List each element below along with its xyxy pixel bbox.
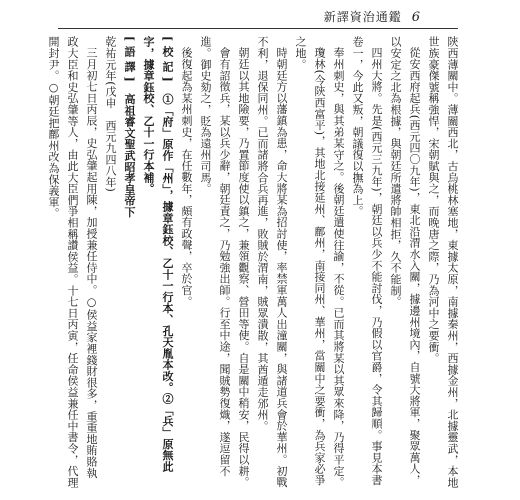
book-title: 新譯資治通鑑 xyxy=(323,10,402,24)
paragraph: 從安西府起兵(西元四〇九年)，東北沿渭水入關，據邊州境內，自號大將軍，聚眾萬人，以安定之北為根據，與朝廷所遣將帥相拒，久不能制。 xyxy=(389,36,421,486)
collation-notes: [ 校 記 ] ①「府」原作「州」，據章鈺校、乙十一行本、孔天胤本改。②「兵」原無此字，據章鈺校、乙十一行本補。 xyxy=(142,36,174,472)
paragraph: 會有詔徵兵，某以兵少辭，朝廷責之，乃勉強出師。行至中途，聞賊勢復熾，遂逗留不進。御史劾之，貶為遠州司馬。 xyxy=(199,36,231,477)
paragraph: 瓊林(今陝西富平)，其地北接延州、鄜州，南接同州、華州，當關中之要衝，為兵家必爭之地。 xyxy=(294,36,326,486)
paragraph: 後復起為某州刺史，在任數年，頗有政聲，卒於官。 xyxy=(180,47,193,307)
paragraph: 時朝廷方以藩鎮為患，命大將某為招討使，率禁軍萬人出潼關，與諸道兵會於華州。初戰不利，退保同州。已而諸將合兵再進，敗賊於渭南，賊眾潰散，其酋遁走邠州。 xyxy=(256,36,288,488)
paragraph: 四州大將。先是(西元三九年)，朝廷以兵少不能討伐，乃假以官爵，令其歸順。事見本書卷一，今此又叛，朝議復以撫為上。 xyxy=(351,36,383,486)
era-heading: 乾祐元年(戊申 西元九四八年) xyxy=(104,36,117,193)
paragraph: 朝廷以其地險要，乃置節度使以鎮之，兼領觀察、營田等使。自是關中稍安，民得以耕。 xyxy=(237,47,250,488)
paragraph: 奉州刺史，與其弟某守之。後朝廷遣使往諭，不從。已而其將某以其眾來降，乃得平定。 xyxy=(332,47,345,488)
header-rule xyxy=(58,28,458,29)
paragraph: 陝西薄關中。薄關西北，古烏桃林塞地，東據太原，南據秦州，西據金州，北據靈武，本地世族豪傑號稱強悍，宋朝賦與之，而晚唐之際，乃為河中之要衝。 xyxy=(427,36,459,488)
page-number: 6 xyxy=(411,10,420,25)
paragraph: 三月初七日丙辰，史弘肇起用陳，加授兼任侍中。○侯益家裡錢財很多，重重地賄賂執政大臣和史弘肇等人，由此大臣們爭相稱讚侯益。十七日丙寅，任命侯益兼任中書令，代理開封尹。○朝廷把鄜州改為保義軍。 xyxy=(47,36,98,488)
translation-heading: [ 語 譯 ] 高祖睿文聖武昭孝皇帝下 xyxy=(123,36,136,218)
page-header xyxy=(324,8,420,25)
body-text xyxy=(47,36,462,488)
